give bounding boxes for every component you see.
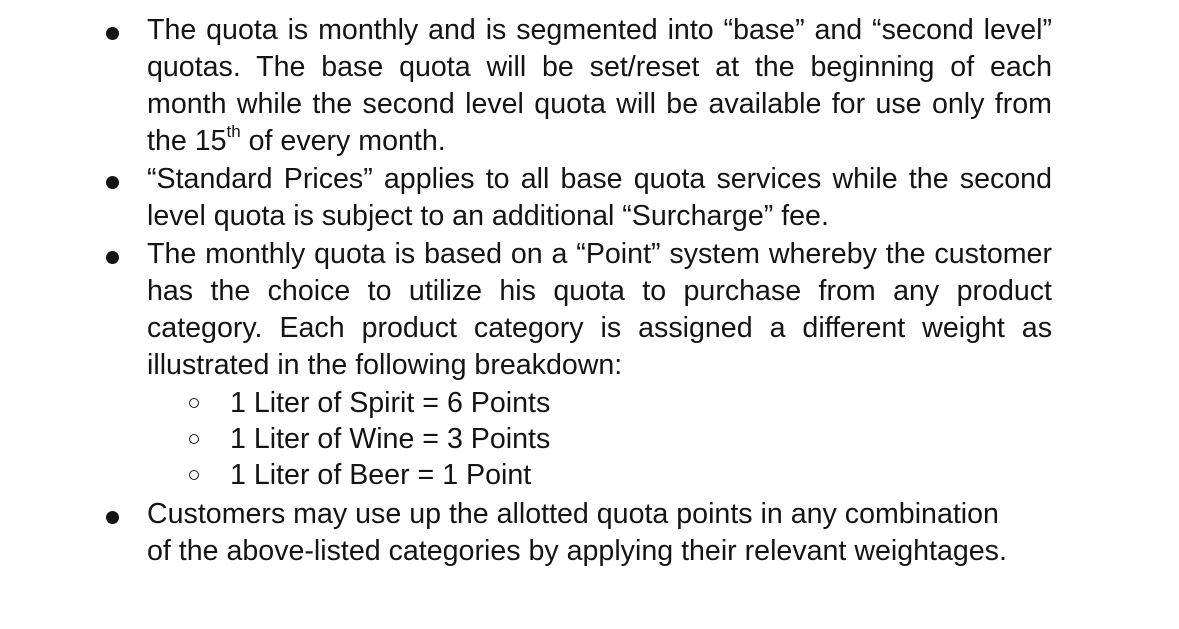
paragraph-line: category. Each product category is assigned a different weight as [147, 312, 1052, 344]
paragraph-line: level quota is subject to an additional “Surcharge” fee. [147, 200, 829, 232]
paragraph-line: has the choice to utilize his quota to purchase from any product [147, 275, 1052, 307]
hollow-circle-bullet-icon [189, 434, 199, 444]
paragraph-line [147, 123, 1052, 160]
line-text: the 15 [147, 125, 227, 157]
paragraph-line: of the above-listed categories by applying their relevant weightages. [147, 535, 1007, 567]
sub-list-item-wine [0, 421, 1179, 458]
bullet-icon [106, 27, 119, 40]
ordinal-suffix: th [226, 122, 241, 142]
paragraph-line: quotas. The base quota will be set/reset at the beginning of each [147, 51, 1052, 83]
paragraph-line: “Standard Prices” applies to all base quota services while the second [147, 163, 1052, 195]
paragraph-line: The monthly quota is based on a “Point” system whereby the customer [147, 238, 1052, 270]
bullet-paragraph [147, 496, 1052, 570]
sub-list-item-text: 1 Liter of Wine = 3 Points [230, 423, 551, 455]
bullet-paragraph [147, 12, 1052, 160]
sub-list-item-beer [0, 457, 1179, 494]
hollow-circle-bullet-icon [189, 470, 199, 480]
bullet-icon [106, 251, 119, 264]
sub-list-item-text: 1 Liter of Spirit = 6 Points [230, 387, 551, 419]
hollow-circle-bullet-icon [189, 398, 199, 408]
line-text: of every month. [240, 125, 446, 157]
bullet-icon [106, 176, 119, 189]
sub-list-item-spirit [0, 385, 1179, 422]
paragraph-line: Customers may use up the allotted quota points in any combination [147, 498, 999, 530]
bullet-paragraph [147, 161, 1052, 235]
bullet-paragraph [147, 236, 1052, 384]
paragraph-line: illustrated in the following breakdown: [147, 349, 623, 381]
bullet-icon [106, 511, 119, 524]
sub-list-item-text: 1 Liter of Beer = 1 Point [230, 459, 532, 491]
paragraph-line: month while the second level quota will be available for use only from [147, 88, 1052, 120]
paragraph-line: The quota is monthly and is segmented into “base” and “second level” [147, 14, 1052, 46]
